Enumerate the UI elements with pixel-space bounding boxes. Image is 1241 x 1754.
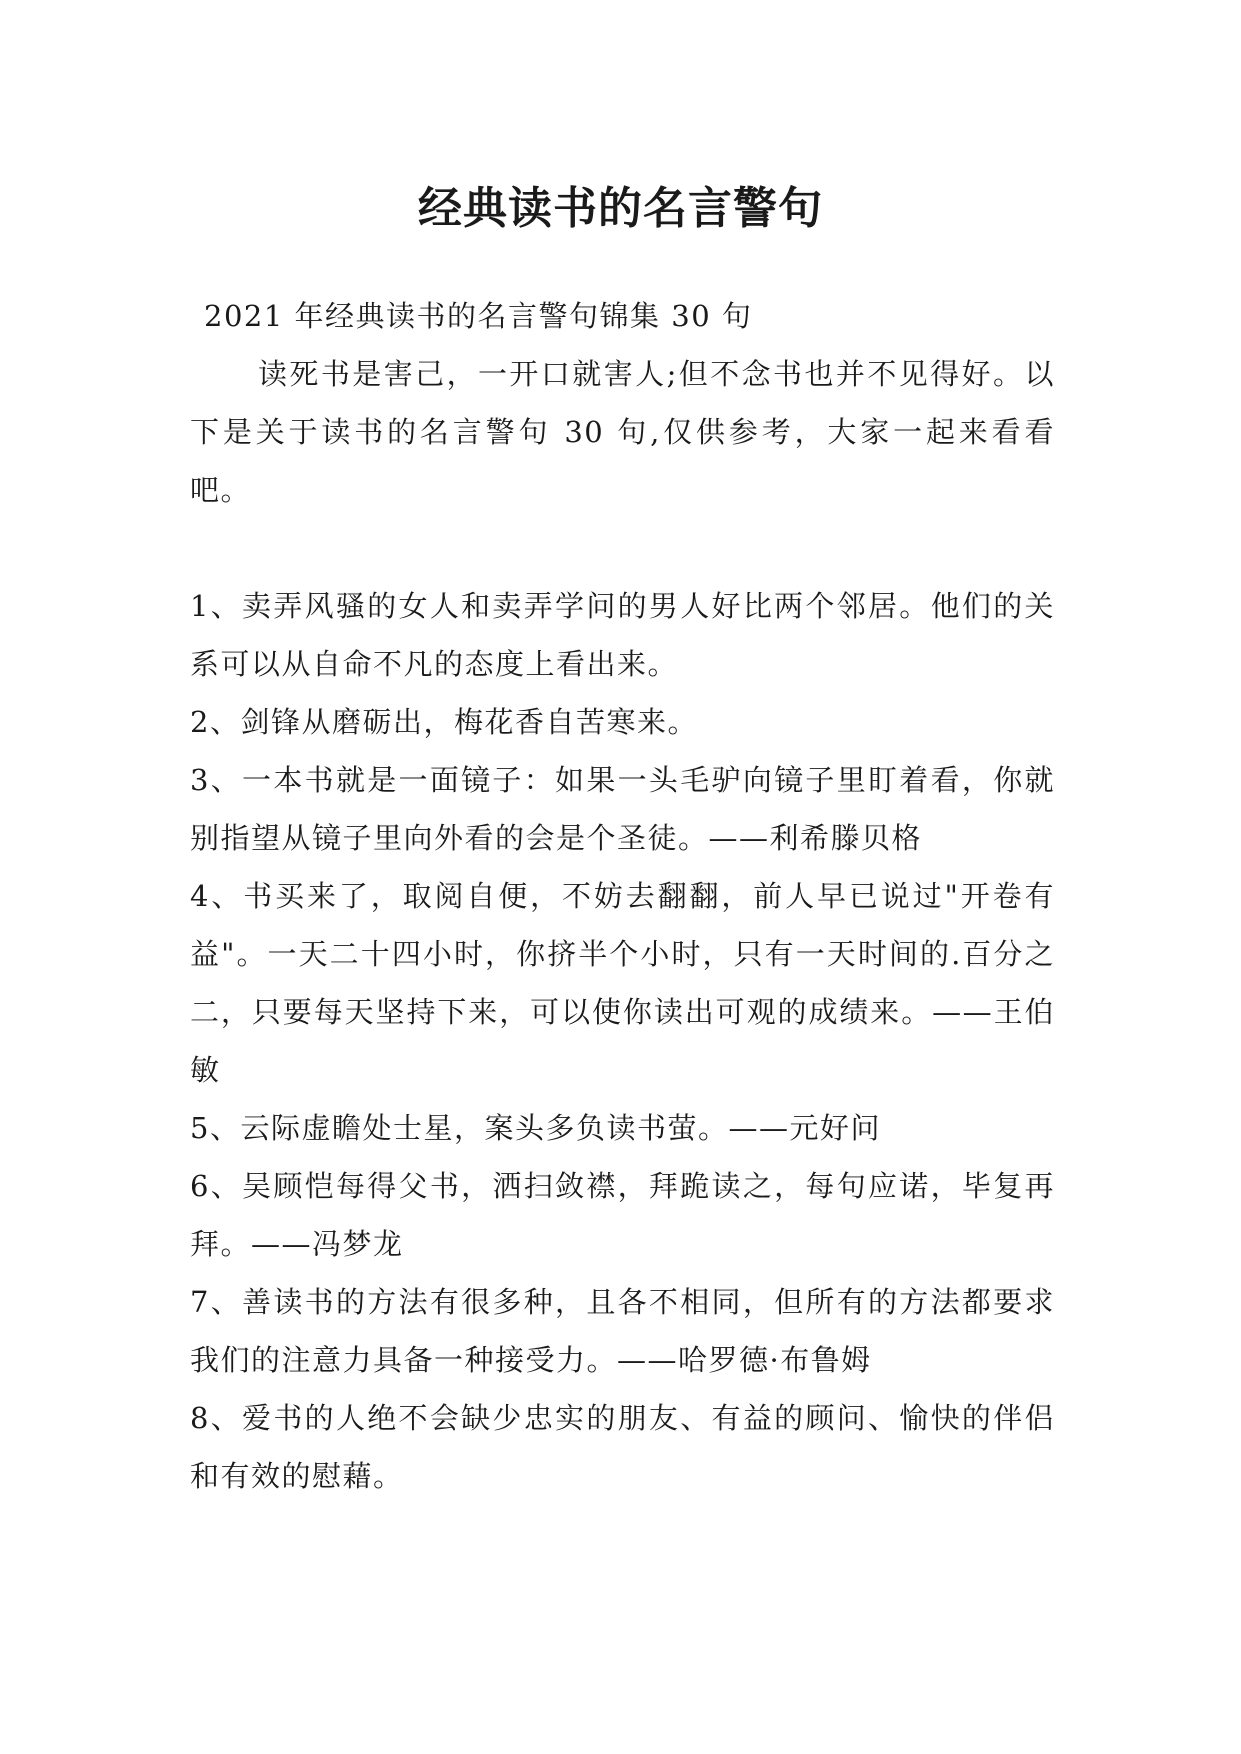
quote-item: 6、吴顾恺每得父书，洒扫敛襟，拜跪读之，每句应诺，毕复再拜。——冯梦龙: [190, 1169, 1055, 1261]
quote-item: 3、一本书就是一面镜子：如果一头毛驴向镜子里盯着看，你就别指望从镜子里向外看的会是个圣徒。——利希滕贝格: [190, 763, 1055, 855]
quote-item: 8、爱书的人绝不会缺少忠实的朋友、有益的顾问、愉快的伴侣和有效的慰藉。: [190, 1401, 1055, 1493]
document-title: 经典读书的名言警句: [418, 183, 823, 235]
quote-item: 1、卖弄风骚的女人和卖弄学问的男人好比两个邻居。他们的关系可以从自命不凡的态度上看出来。: [190, 589, 1055, 681]
paragraph-spacer: [190, 519, 1055, 577]
document-subtitle: 2021 年经典读书的名言警句锦集 30 句: [204, 299, 753, 333]
document-body: [190, 287, 1055, 1505]
quote-item: 5、云际虚瞻处士星，案头多负读书萤。——元好问: [190, 1111, 881, 1145]
quote-item: 2、剑锋从磨砺出，梅花香自苦寒来。: [190, 705, 698, 739]
quote-item: 7、善读书的方法有很多种，且各不相同，但所有的方法都要求我们的注意力具备一种接受力。——哈罗德·布鲁姆: [190, 1285, 1055, 1377]
intro-paragraph: 读死书是害己，一开口就害人;但不念书也并不见得好。以下是关于读书的名言警句 30 句,仅供参考，大家一起来看看吧。: [190, 357, 1055, 507]
quote-item: 4、书买来了，取阅自便，不妨去翻翻，前人早已说过"开卷有益"。一天二十四小时，你挤半个小时，只有一天时间的.百分之二，只要每天坚持下来，可以使你读出可观的成绩来。——王伯敏: [190, 879, 1055, 1087]
